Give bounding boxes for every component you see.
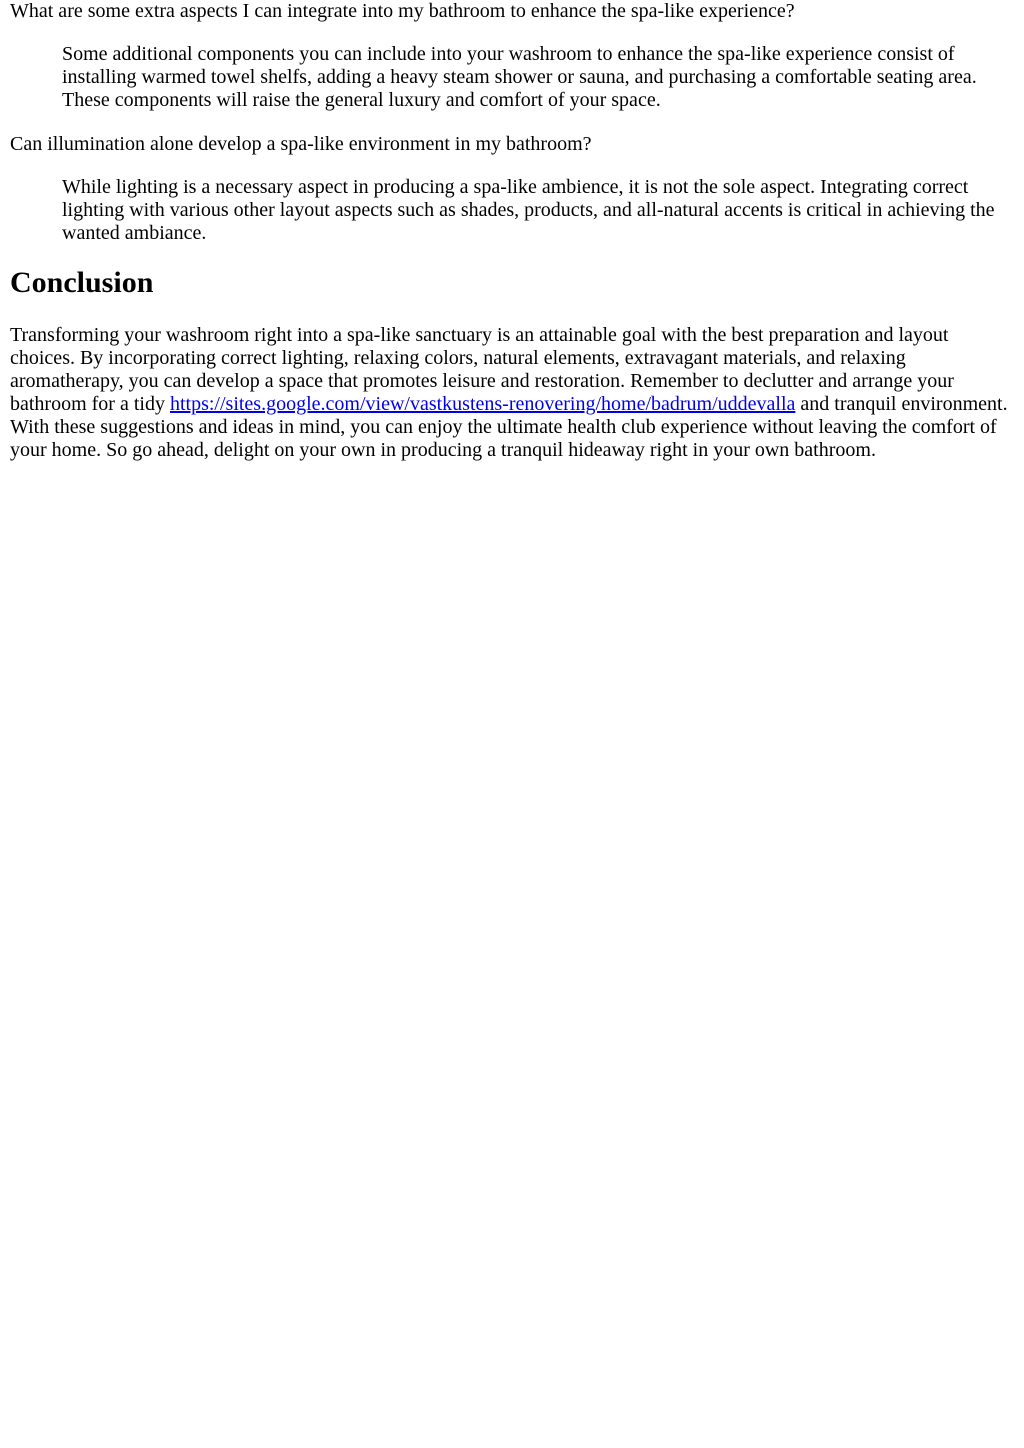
faq-answer: While lighting is a necessary aspect in producing a spa-like ambience, it is not the sole aspect. Integrating correct lighting with various other layout aspects such as shades, products, and all-natural accents is critical in achieving the wanted ambiance. xyxy=(62,176,995,244)
faq-question: What are some extra aspects I can integrate into my bathroom to enhance the spa-like experience? xyxy=(10,0,795,22)
conclusion-text-after-link: and tranquil environment. With these suggestions and ideas in mind, you can enjoy the ultimate health club experience without leaving the comfort of your home. So go ahead, delight on your own in producing a tranquil hideaway right in your own bathroom. xyxy=(10,393,1008,461)
faq-question: Can illumination alone develop a spa-like environment in my bathroom? xyxy=(10,133,592,155)
conclusion-paragraph xyxy=(10,324,1014,462)
conclusion-text-before-link: Transforming your washroom right into a spa-like sanctuary is an attainable goal with the best preparation and layout choices. By incorporating correct lighting, relaxing colors, natural elements, extravagant materials, and relaxing aromatherapy, you can develop a space that promotes leisure and restoration. Remember to declutter and arrange your bathroom for a tidy xyxy=(10,324,954,415)
conclusion-heading: Conclusion xyxy=(10,266,154,299)
document-page xyxy=(0,0,1024,462)
faq-answer: Some additional components you can include into your washroom to enhance the spa-like experience consist of installing warmed towel shelfs, adding a heavy steam shower or sauna, and purchasing a comfortable seating area. These components will raise the general luxury and comfort of your space. xyxy=(62,43,977,111)
faq-list xyxy=(10,0,1014,245)
uddevalla-link[interactable]: https://sites.google.com/view/vastkustens-renovering/home/badrum/uddevalla xyxy=(169,393,796,415)
